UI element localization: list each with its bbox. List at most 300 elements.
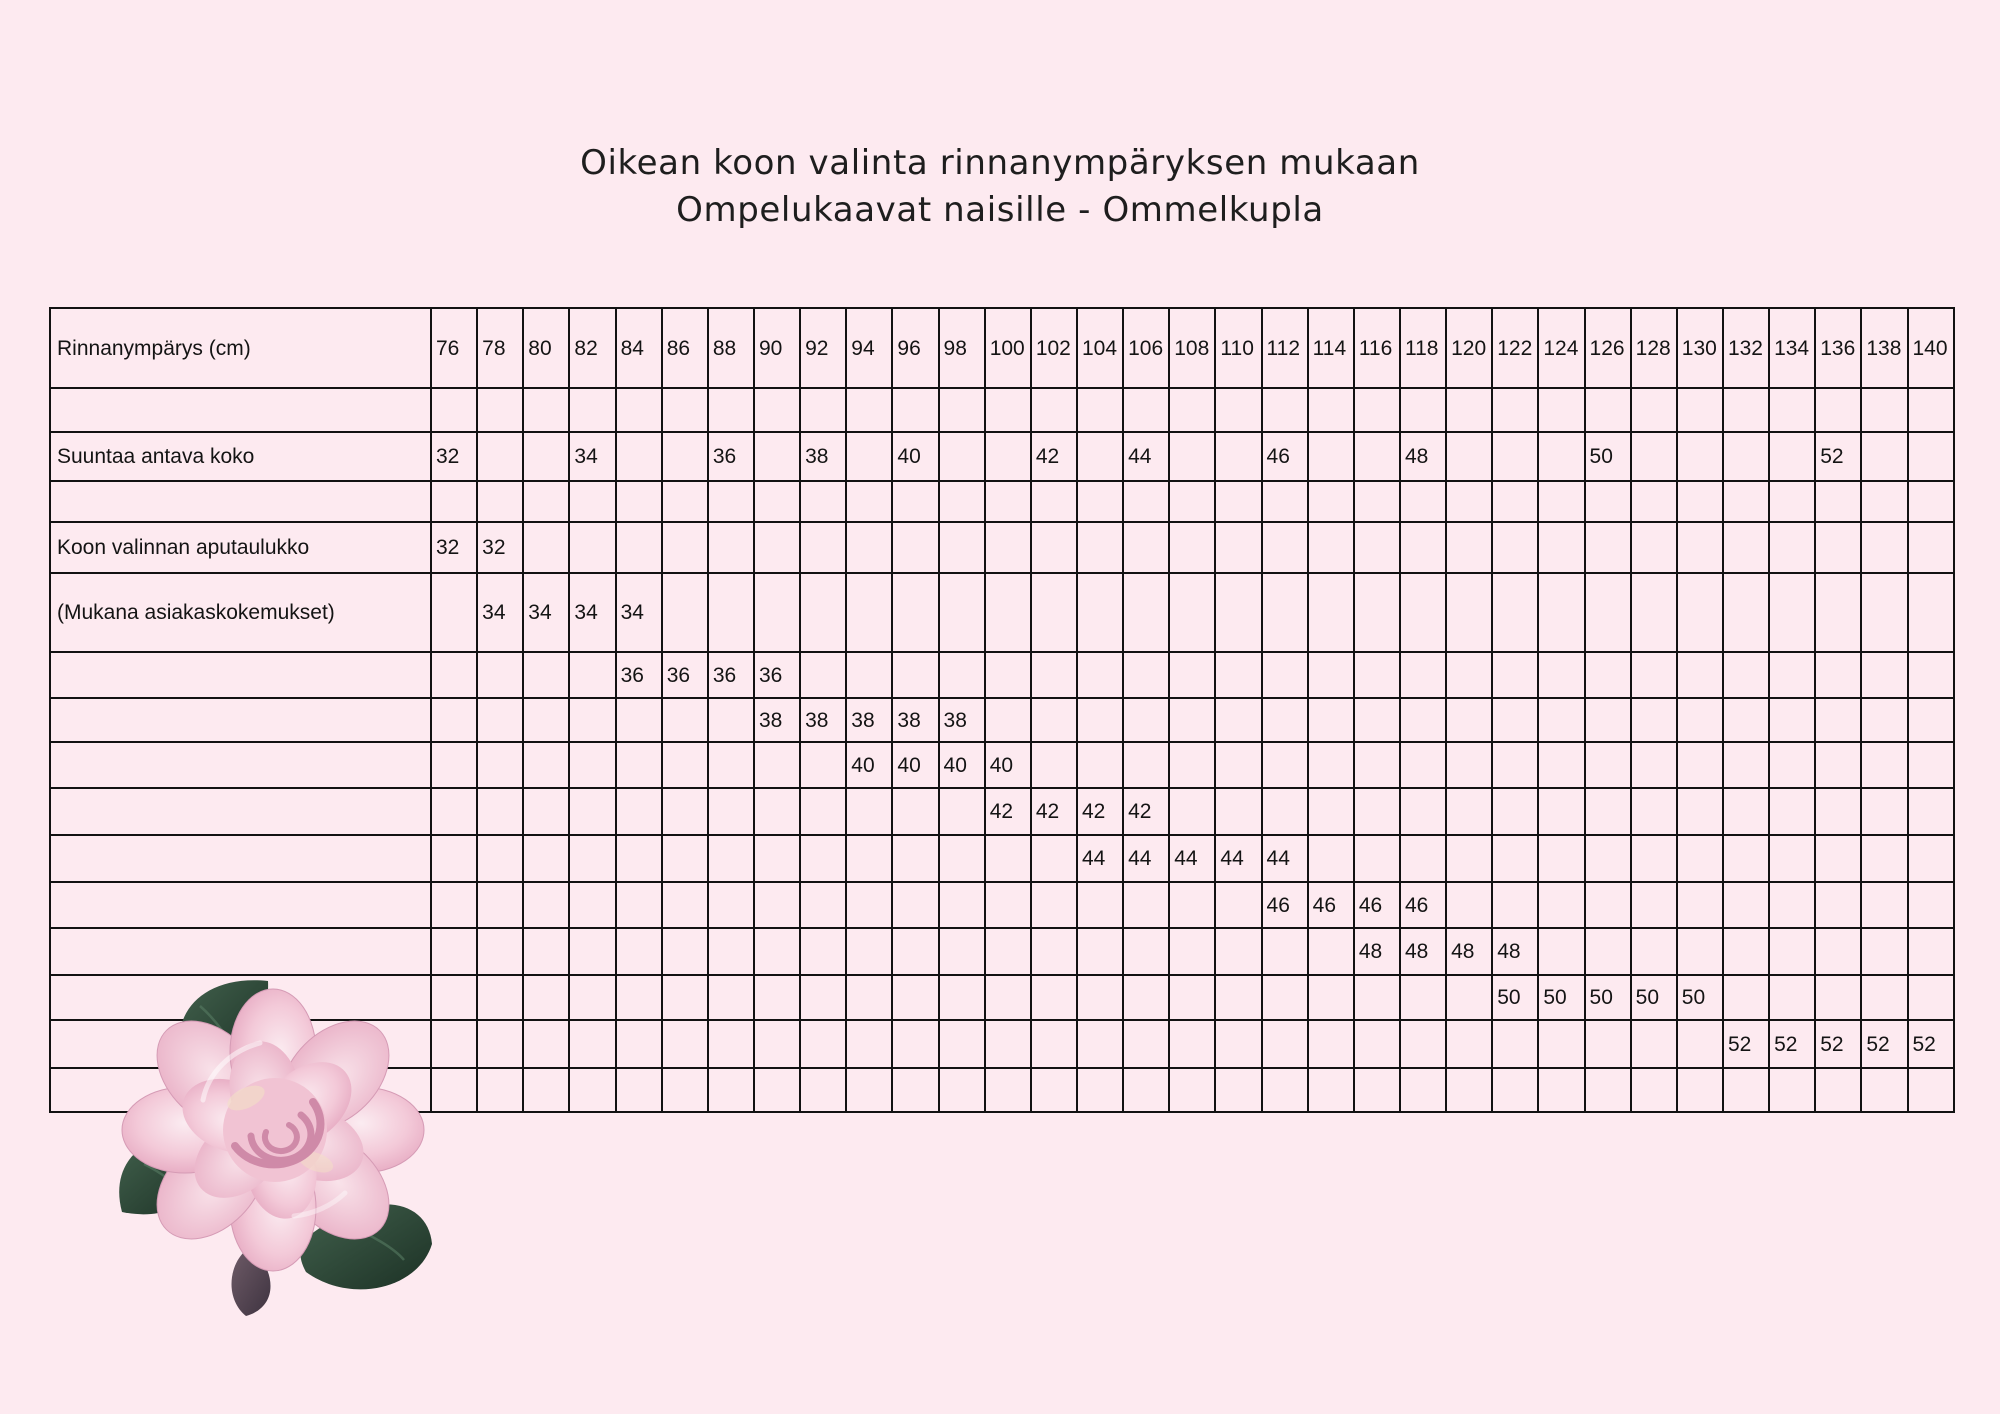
empty-cell xyxy=(1215,652,1261,698)
empty-cell xyxy=(985,573,1031,652)
empty-cell xyxy=(1169,388,1215,432)
empty-cell xyxy=(1077,742,1123,788)
empty-cell xyxy=(1031,835,1077,882)
empty-cell xyxy=(1769,522,1815,573)
empty-cell xyxy=(569,928,615,975)
empty-cell xyxy=(846,432,892,481)
empty-cell xyxy=(846,835,892,882)
empty-cell xyxy=(708,882,754,928)
empty-cell xyxy=(1169,1020,1215,1068)
empty-cell xyxy=(846,882,892,928)
empty-cell xyxy=(569,388,615,432)
empty-cell xyxy=(1077,1068,1123,1112)
empty-cell xyxy=(1308,1068,1354,1112)
bust-header-cell: 126 xyxy=(1585,308,1631,388)
empty-cell xyxy=(1446,1020,1492,1068)
size-cell: 52 xyxy=(1861,1020,1907,1068)
size-cell: 52 xyxy=(1908,1020,1955,1068)
empty-cell xyxy=(754,522,800,573)
empty-cell xyxy=(754,975,800,1020)
empty-cell xyxy=(616,788,662,835)
empty-cell xyxy=(616,481,662,522)
empty-cell xyxy=(1908,652,1955,698)
empty-cell xyxy=(754,835,800,882)
empty-cell xyxy=(846,573,892,652)
bust-header-cell: 116 xyxy=(1354,308,1400,388)
empty-cell xyxy=(754,1068,800,1112)
bust-header-cell: 112 xyxy=(1262,308,1308,388)
empty-cell xyxy=(939,928,985,975)
empty-cell xyxy=(523,388,569,432)
empty-cell xyxy=(1215,388,1261,432)
empty-cell xyxy=(1492,573,1538,652)
empty-cell xyxy=(1215,1020,1261,1068)
empty-cell xyxy=(846,975,892,1020)
empty-cell xyxy=(1169,522,1215,573)
bust-header-cell: 130 xyxy=(1677,308,1723,388)
empty-cell xyxy=(1354,975,1400,1020)
empty-cell xyxy=(477,432,523,481)
empty-cell xyxy=(1908,1068,1955,1112)
empty-cell xyxy=(1861,388,1907,432)
empty-cell xyxy=(1031,1020,1077,1068)
empty-cell xyxy=(892,1020,938,1068)
empty-cell xyxy=(431,928,477,975)
empty-cell xyxy=(1123,742,1169,788)
bust-header-cell: 104 xyxy=(1077,308,1123,388)
empty-cell xyxy=(1585,835,1631,882)
empty-cell xyxy=(616,698,662,742)
empty-cell xyxy=(1538,1068,1584,1112)
empty-cell xyxy=(1538,882,1584,928)
empty-cell xyxy=(1723,388,1769,432)
empty-cell xyxy=(1815,481,1861,522)
empty-cell xyxy=(1446,788,1492,835)
empty-cell xyxy=(754,388,800,432)
empty-cell xyxy=(1215,928,1261,975)
bust-header-cell: 110 xyxy=(1215,308,1261,388)
empty-cell xyxy=(1308,698,1354,742)
empty-cell xyxy=(846,1020,892,1068)
empty-cell xyxy=(939,388,985,432)
empty-cell xyxy=(892,835,938,882)
empty-cell xyxy=(1215,432,1261,481)
empty-cell xyxy=(431,1020,477,1068)
size-cell: 42 xyxy=(1031,788,1077,835)
bust-header-cell: 118 xyxy=(1400,308,1446,388)
empty-cell xyxy=(1815,835,1861,882)
empty-cell xyxy=(1354,835,1400,882)
empty-cell xyxy=(477,1020,523,1068)
empty-cell xyxy=(1354,1020,1400,1068)
empty-cell xyxy=(1908,388,1955,432)
empty-cell xyxy=(1815,975,1861,1020)
empty-cell xyxy=(1308,652,1354,698)
empty-cell xyxy=(1308,573,1354,652)
empty-cell xyxy=(1215,522,1261,573)
empty-cell xyxy=(1861,882,1907,928)
empty-cell xyxy=(1585,1020,1631,1068)
empty-cell xyxy=(1123,573,1169,652)
empty-cell xyxy=(1123,928,1169,975)
empty-cell xyxy=(662,835,708,882)
empty-cell xyxy=(662,882,708,928)
empty-cell xyxy=(800,975,846,1020)
bust-header-cell: 76 xyxy=(431,308,477,388)
empty-cell xyxy=(477,481,523,522)
empty-cell xyxy=(1861,481,1907,522)
empty-cell xyxy=(939,1020,985,1068)
row-label: (Mukana asiakaskokemukset) xyxy=(50,573,431,652)
size-cell: 52 xyxy=(1769,1020,1815,1068)
empty-cell xyxy=(1908,742,1955,788)
empty-cell xyxy=(754,1020,800,1068)
empty-cell xyxy=(1446,481,1492,522)
empty-cell xyxy=(1861,928,1907,975)
size-cell: 34 xyxy=(523,573,569,652)
empty-cell xyxy=(892,1068,938,1112)
table-row xyxy=(50,652,1954,698)
empty-cell xyxy=(846,1068,892,1112)
bust-header-cell: 86 xyxy=(662,308,708,388)
empty-cell xyxy=(477,788,523,835)
empty-cell xyxy=(1169,788,1215,835)
empty-cell xyxy=(892,573,938,652)
empty-cell xyxy=(1123,481,1169,522)
empty-cell xyxy=(1723,481,1769,522)
empty-cell xyxy=(1077,573,1123,652)
empty-cell xyxy=(1538,1020,1584,1068)
empty-cell xyxy=(477,742,523,788)
row-label xyxy=(50,975,431,1020)
bust-header-cell: 128 xyxy=(1631,308,1677,388)
empty-cell xyxy=(1723,928,1769,975)
empty-cell xyxy=(1585,388,1631,432)
bust-header-cell: 84 xyxy=(616,308,662,388)
empty-cell xyxy=(1492,788,1538,835)
size-cell: 32 xyxy=(431,432,477,481)
empty-cell xyxy=(800,882,846,928)
empty-cell xyxy=(1262,975,1308,1020)
empty-cell xyxy=(1677,882,1723,928)
size-cell: 48 xyxy=(1400,928,1446,975)
empty-cell xyxy=(1400,388,1446,432)
bust-header-cell: 96 xyxy=(892,308,938,388)
empty-cell xyxy=(800,522,846,573)
empty-cell xyxy=(1169,573,1215,652)
empty-cell xyxy=(1861,698,1907,742)
empty-cell xyxy=(1677,835,1723,882)
size-cell: 46 xyxy=(1262,432,1308,481)
empty-cell xyxy=(1077,522,1123,573)
title-line-1: Oikean koon valinta rinnanympäryksen mukaan xyxy=(580,143,1420,183)
empty-cell xyxy=(477,388,523,432)
row-label xyxy=(50,481,431,522)
empty-cell xyxy=(477,698,523,742)
size-cell: 42 xyxy=(985,788,1031,835)
empty-cell xyxy=(1908,698,1955,742)
empty-cell xyxy=(431,835,477,882)
empty-cell xyxy=(616,1020,662,1068)
empty-cell xyxy=(616,882,662,928)
empty-cell xyxy=(1446,975,1492,1020)
empty-cell xyxy=(1538,742,1584,788)
size-cell: 46 xyxy=(1308,882,1354,928)
empty-cell xyxy=(1123,522,1169,573)
empty-cell xyxy=(1446,1068,1492,1112)
empty-cell xyxy=(1908,882,1955,928)
empty-cell xyxy=(1446,835,1492,882)
empty-cell xyxy=(1077,882,1123,928)
empty-cell xyxy=(1585,652,1631,698)
size-cell: 46 xyxy=(1354,882,1400,928)
empty-cell xyxy=(569,698,615,742)
size-cell: 48 xyxy=(1446,928,1492,975)
empty-cell xyxy=(1585,928,1631,975)
empty-cell xyxy=(569,742,615,788)
empty-cell xyxy=(1400,788,1446,835)
empty-cell xyxy=(1262,573,1308,652)
empty-cell xyxy=(939,432,985,481)
empty-cell xyxy=(1677,432,1723,481)
size-cell: 46 xyxy=(1400,882,1446,928)
empty-cell xyxy=(1031,1068,1077,1112)
empty-cell xyxy=(708,522,754,573)
empty-cell xyxy=(1631,652,1677,698)
empty-cell xyxy=(1815,388,1861,432)
empty-cell xyxy=(1492,698,1538,742)
row-label xyxy=(50,1068,431,1112)
empty-cell xyxy=(1308,835,1354,882)
size-cell: 52 xyxy=(1815,1020,1861,1068)
size-cell: 34 xyxy=(569,432,615,481)
empty-cell xyxy=(616,975,662,1020)
empty-cell xyxy=(939,882,985,928)
bust-header-cell: 100 xyxy=(985,308,1031,388)
empty-cell xyxy=(431,882,477,928)
empty-cell xyxy=(662,573,708,652)
empty-cell xyxy=(1354,432,1400,481)
empty-cell xyxy=(1631,835,1677,882)
table-row xyxy=(50,835,1954,882)
empty-cell xyxy=(892,928,938,975)
empty-cell xyxy=(1585,522,1631,573)
empty-cell xyxy=(985,882,1031,928)
empty-cell xyxy=(1262,1068,1308,1112)
empty-cell xyxy=(708,481,754,522)
empty-cell xyxy=(1631,1020,1677,1068)
empty-cell xyxy=(523,522,569,573)
size-cell: 36 xyxy=(662,652,708,698)
size-cell: 48 xyxy=(1354,928,1400,975)
size-cell: 38 xyxy=(846,698,892,742)
empty-cell xyxy=(1031,975,1077,1020)
empty-cell xyxy=(1677,1068,1723,1112)
empty-cell xyxy=(1169,1068,1215,1112)
empty-cell xyxy=(1215,481,1261,522)
table-row xyxy=(50,432,1954,481)
empty-cell xyxy=(985,975,1031,1020)
bust-header-cell: 136 xyxy=(1815,308,1861,388)
empty-cell xyxy=(1723,573,1769,652)
empty-cell xyxy=(939,975,985,1020)
empty-cell xyxy=(1308,481,1354,522)
size-cell: 38 xyxy=(800,432,846,481)
empty-cell xyxy=(1308,432,1354,481)
empty-cell xyxy=(708,788,754,835)
empty-cell xyxy=(1723,698,1769,742)
empty-cell xyxy=(1492,432,1538,481)
empty-cell xyxy=(1031,742,1077,788)
size-cell: 40 xyxy=(985,742,1031,788)
empty-cell xyxy=(1308,388,1354,432)
size-cell: 34 xyxy=(616,573,662,652)
empty-cell xyxy=(1400,835,1446,882)
empty-cell xyxy=(1031,882,1077,928)
empty-cell xyxy=(1077,432,1123,481)
empty-cell xyxy=(523,788,569,835)
empty-cell xyxy=(1215,742,1261,788)
empty-cell xyxy=(1354,788,1400,835)
empty-cell xyxy=(985,698,1031,742)
empty-cell xyxy=(1169,928,1215,975)
empty-cell xyxy=(1077,975,1123,1020)
empty-cell xyxy=(616,432,662,481)
size-cell: 52 xyxy=(1815,432,1861,481)
empty-cell xyxy=(939,573,985,652)
empty-cell xyxy=(1262,928,1308,975)
empty-cell xyxy=(1492,481,1538,522)
bust-header-cell: 114 xyxy=(1308,308,1354,388)
empty-cell xyxy=(1815,788,1861,835)
size-cell: 50 xyxy=(1677,975,1723,1020)
empty-cell xyxy=(1908,788,1955,835)
empty-cell xyxy=(1769,882,1815,928)
empty-cell xyxy=(1723,432,1769,481)
empty-cell xyxy=(431,788,477,835)
empty-cell xyxy=(662,928,708,975)
empty-cell xyxy=(1169,742,1215,788)
empty-cell xyxy=(1123,975,1169,1020)
empty-cell xyxy=(1723,882,1769,928)
empty-cell xyxy=(1815,882,1861,928)
empty-cell xyxy=(892,788,938,835)
size-table xyxy=(49,307,1955,1113)
table-row xyxy=(50,882,1954,928)
empty-cell xyxy=(1631,481,1677,522)
empty-cell xyxy=(1492,1020,1538,1068)
empty-cell xyxy=(1631,882,1677,928)
empty-cell xyxy=(1769,481,1815,522)
empty-cell xyxy=(431,388,477,432)
empty-cell xyxy=(1354,698,1400,742)
empty-cell xyxy=(1631,522,1677,573)
empty-cell xyxy=(1354,1068,1400,1112)
empty-cell xyxy=(1123,882,1169,928)
empty-cell xyxy=(846,928,892,975)
empty-cell xyxy=(1492,835,1538,882)
empty-cell xyxy=(477,928,523,975)
empty-cell xyxy=(1723,652,1769,698)
empty-cell xyxy=(1492,652,1538,698)
empty-cell xyxy=(1492,522,1538,573)
empty-cell xyxy=(1769,835,1815,882)
empty-cell xyxy=(754,481,800,522)
empty-cell xyxy=(1123,388,1169,432)
empty-cell xyxy=(1908,928,1955,975)
empty-cell xyxy=(1169,652,1215,698)
empty-cell xyxy=(1723,835,1769,882)
empty-cell xyxy=(1861,1068,1907,1112)
table-row xyxy=(50,1068,1954,1112)
bust-header-cell: 98 xyxy=(939,308,985,388)
empty-cell xyxy=(1769,975,1815,1020)
size-cell: 50 xyxy=(1538,975,1584,1020)
empty-cell xyxy=(1631,388,1677,432)
empty-cell xyxy=(1031,698,1077,742)
empty-cell xyxy=(1815,928,1861,975)
size-cell: 44 xyxy=(1123,835,1169,882)
empty-cell xyxy=(708,742,754,788)
empty-cell xyxy=(800,573,846,652)
bust-header-cell: 134 xyxy=(1769,308,1815,388)
size-cell: 40 xyxy=(892,432,938,481)
empty-cell xyxy=(1262,788,1308,835)
size-cell: 50 xyxy=(1585,975,1631,1020)
bust-header-cell: 122 xyxy=(1492,308,1538,388)
empty-cell xyxy=(1308,742,1354,788)
size-cell: 46 xyxy=(1262,882,1308,928)
empty-cell xyxy=(846,652,892,698)
empty-cell xyxy=(985,388,1031,432)
size-cell: 40 xyxy=(846,742,892,788)
size-cell: 48 xyxy=(1400,432,1446,481)
empty-cell xyxy=(1215,882,1261,928)
empty-cell xyxy=(1861,742,1907,788)
empty-cell xyxy=(985,432,1031,481)
empty-cell xyxy=(1077,928,1123,975)
empty-cell xyxy=(1446,522,1492,573)
empty-cell xyxy=(800,1068,846,1112)
empty-cell xyxy=(1446,698,1492,742)
empty-cell xyxy=(1262,652,1308,698)
empty-cell xyxy=(1169,975,1215,1020)
empty-cell xyxy=(1677,928,1723,975)
empty-cell xyxy=(1769,388,1815,432)
empty-cell xyxy=(1446,652,1492,698)
empty-cell xyxy=(616,928,662,975)
empty-cell xyxy=(1400,522,1446,573)
empty-cell xyxy=(431,698,477,742)
row-label xyxy=(50,388,431,432)
empty-cell xyxy=(754,432,800,481)
empty-cell xyxy=(1677,788,1723,835)
table-row xyxy=(50,1020,1954,1068)
empty-cell xyxy=(1492,882,1538,928)
size-cell: 34 xyxy=(477,573,523,652)
empty-cell xyxy=(754,928,800,975)
empty-cell xyxy=(1446,388,1492,432)
empty-cell xyxy=(1215,975,1261,1020)
empty-cell xyxy=(1585,698,1631,742)
size-cell: 42 xyxy=(1031,432,1077,481)
size-cell: 32 xyxy=(431,522,477,573)
bust-header-cell: 92 xyxy=(800,308,846,388)
size-cell: 36 xyxy=(708,432,754,481)
bust-header-cell: 120 xyxy=(1446,308,1492,388)
size-cell: 36 xyxy=(616,652,662,698)
empty-cell xyxy=(1215,1068,1261,1112)
